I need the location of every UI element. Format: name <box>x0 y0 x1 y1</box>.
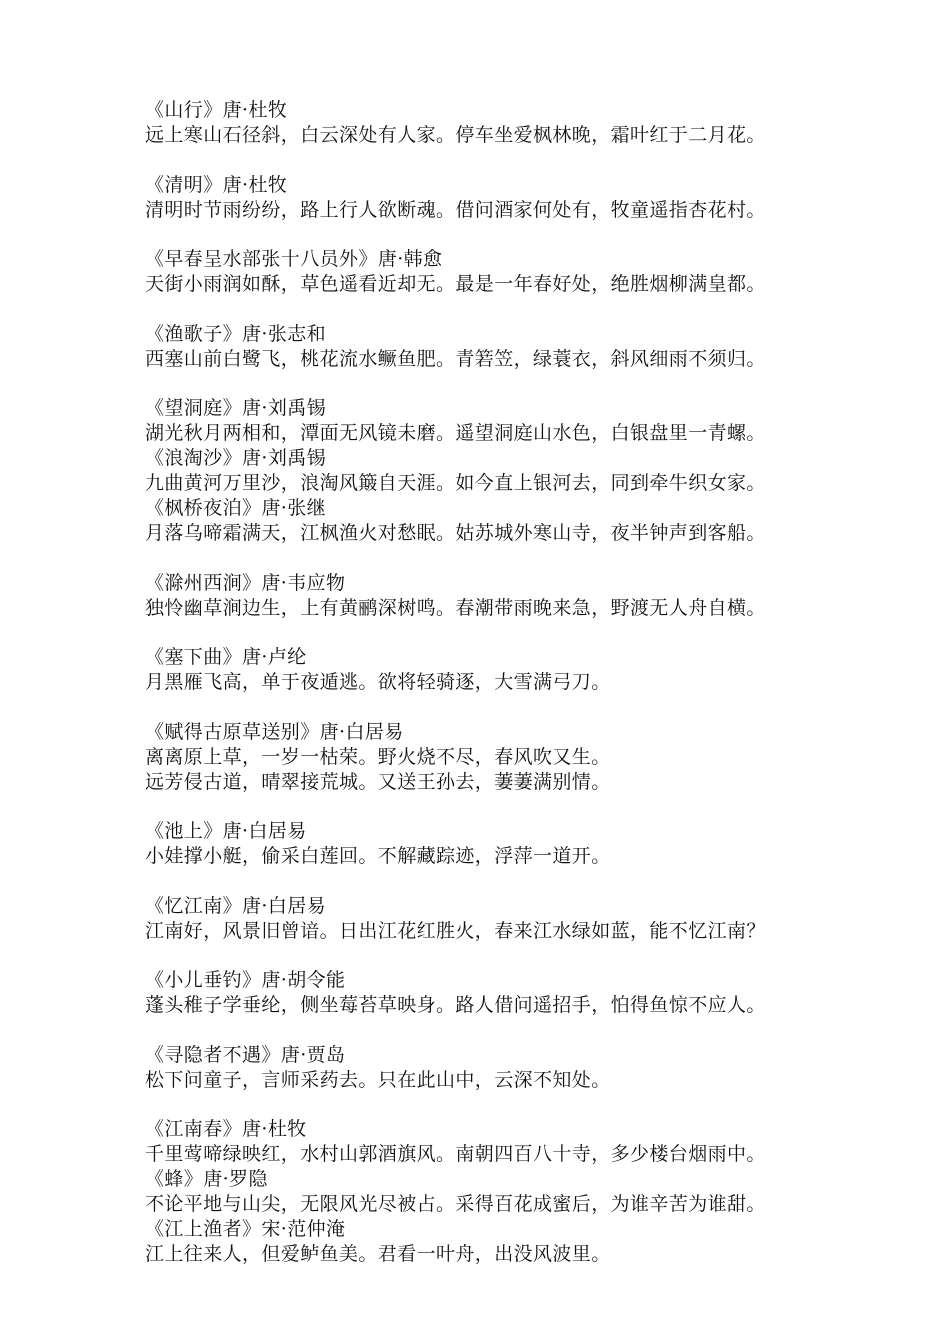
blank-line <box>145 944 825 969</box>
poem-title: 《池上》唐·白居易 <box>145 820 307 842</box>
poem-line: 九曲黄河万里沙，浪淘风簸自天涯。如今直上银河去，同到牵牛织女家。 <box>145 472 766 494</box>
poem-line: 不论平地与山尖，无限风光尽被占。采得百花成蜜后，为谁辛苦为谁甜。 <box>145 1193 766 1215</box>
poem-title: 《山行》唐·杜牧 <box>145 99 288 121</box>
poem-line: 远上寒山石径斜，白云深处有人家。停车坐爱枫林晚，霜叶红于二月花。 <box>145 124 766 146</box>
poem-title: 《望洞庭》唐·刘禹锡 <box>145 397 327 419</box>
poem-title: 《蜂》唐·罗隐 <box>145 1168 268 1190</box>
poem-title: 《渔歌子》唐·张志和 <box>145 322 327 345</box>
poem-title: 《早春呈水部张十八员外》唐·韩愈 <box>145 248 443 270</box>
poem-line: 蓬头稚子学垂纶，侧坐莓苔草映身。路人借问遥招手，怕得鱼惊不应人。 <box>145 994 766 1016</box>
poem-block <box>145 1167 825 1217</box>
poem-block <box>145 173 825 248</box>
poem-line: 天街小雨润如酥，草色遥看近却无。最是一年春好处，绝胜烟柳满皇都。 <box>145 273 766 295</box>
blank-line <box>145 148 825 173</box>
poem-line: 清明时节雨纷纷，路上行人欲断魂。借问酒家何处有，牧童遥指杏花村。 <box>145 198 766 221</box>
poem-block <box>145 968 825 1043</box>
poem-line: 小娃撑小艇，偷采白莲回。不解藏踪迹，浮萍一道开。 <box>145 845 611 867</box>
poem-block <box>145 819 825 894</box>
poem-line: 湖光秋月两相和，潭面无风镜未磨。遥望洞庭山水色，白银盘里一青螺。 <box>145 422 766 444</box>
poem-block <box>145 247 825 322</box>
poem-title: 《江南春》唐·杜牧 <box>145 1118 307 1140</box>
poem-line: 西塞山前白鹭飞，桃花流水鳜鱼肥。青箬笠，绿蓑衣，斜风细雨不须归。 <box>145 347 766 370</box>
poem-block <box>145 894 825 969</box>
poem-line: 独怜幽草涧边生，上有黄鹂深树鸣。春潮带雨晚来急，野渡无人舟自横。 <box>145 596 766 619</box>
blank-line <box>145 869 825 894</box>
poem-block <box>145 571 825 646</box>
blank-line <box>145 621 825 646</box>
blank-line <box>145 1018 825 1043</box>
blank-line <box>145 546 825 571</box>
poem-title: 《清明》唐·杜牧 <box>145 173 288 196</box>
poem-line: 江上往来人，但爱鲈鱼美。君看一叶舟，出没风波里。 <box>145 1243 611 1265</box>
blank-line <box>145 372 825 397</box>
poem-title: 《塞下曲》唐·卢纶 <box>145 646 307 668</box>
blank-line <box>145 297 825 322</box>
poem-block <box>145 98 825 173</box>
poem-line: 月落乌啼霜满天，江枫渔火对愁眠。姑苏城外寒山寺，夜半钟声到客船。 <box>145 522 766 544</box>
poem-title: 《忆江南》唐·白居易 <box>145 894 327 917</box>
poem-line: 远芳侵古道，晴翠接荒城。又送王孙去，萋萋满别情。 <box>145 770 611 793</box>
blank-line <box>145 223 825 248</box>
poem-block <box>145 1117 825 1167</box>
poem-block <box>145 1217 825 1267</box>
poem-line: 离离原上草，一岁一枯荣。野火烧不尽，春风吹又生。 <box>145 745 611 768</box>
poem-block <box>145 645 825 720</box>
poem-title: 《小儿垂钓》唐·胡令能 <box>145 969 346 991</box>
blank-line <box>145 1093 825 1118</box>
blank-line <box>145 695 825 720</box>
poem-title: 《寻隐者不遇》唐·贾岛 <box>145 1043 346 1066</box>
poem-line: 月黑雁飞高，单于夜遁逃。欲将轻骑逐，大雪满弓刀。 <box>145 671 611 693</box>
poem-line: 江南好，风景旧曾谙。日出江花红胜火，春来江水绿如蓝，能不忆江南？ <box>145 919 766 942</box>
poem-title: 《江上渔者》宋·范仲淹 <box>145 1218 346 1240</box>
poem-block <box>145 496 825 571</box>
poem-block <box>145 720 825 820</box>
blank-line <box>145 795 825 820</box>
poem-title: 《浪淘沙》唐·刘禹锡 <box>145 447 327 469</box>
poem-title: 《滁州西涧》唐·韦应物 <box>145 571 346 594</box>
poem-list <box>145 98 825 1267</box>
poem-title: 《赋得古原草送别》唐·白居易 <box>145 720 404 743</box>
poem-block <box>145 446 825 496</box>
poem-block <box>145 1043 825 1118</box>
poem-line: 千里莺啼绿映红，水村山郭酒旗风。南朝四百八十寺，多少楼台烟雨中。 <box>145 1143 766 1165</box>
poem-block <box>145 396 825 446</box>
poem-block <box>145 322 825 397</box>
poem-line: 松下问童子，言师采药去。只在此山中，云深不知处。 <box>145 1068 611 1091</box>
poem-title: 《枫桥夜泊》唐·张继 <box>145 497 327 519</box>
